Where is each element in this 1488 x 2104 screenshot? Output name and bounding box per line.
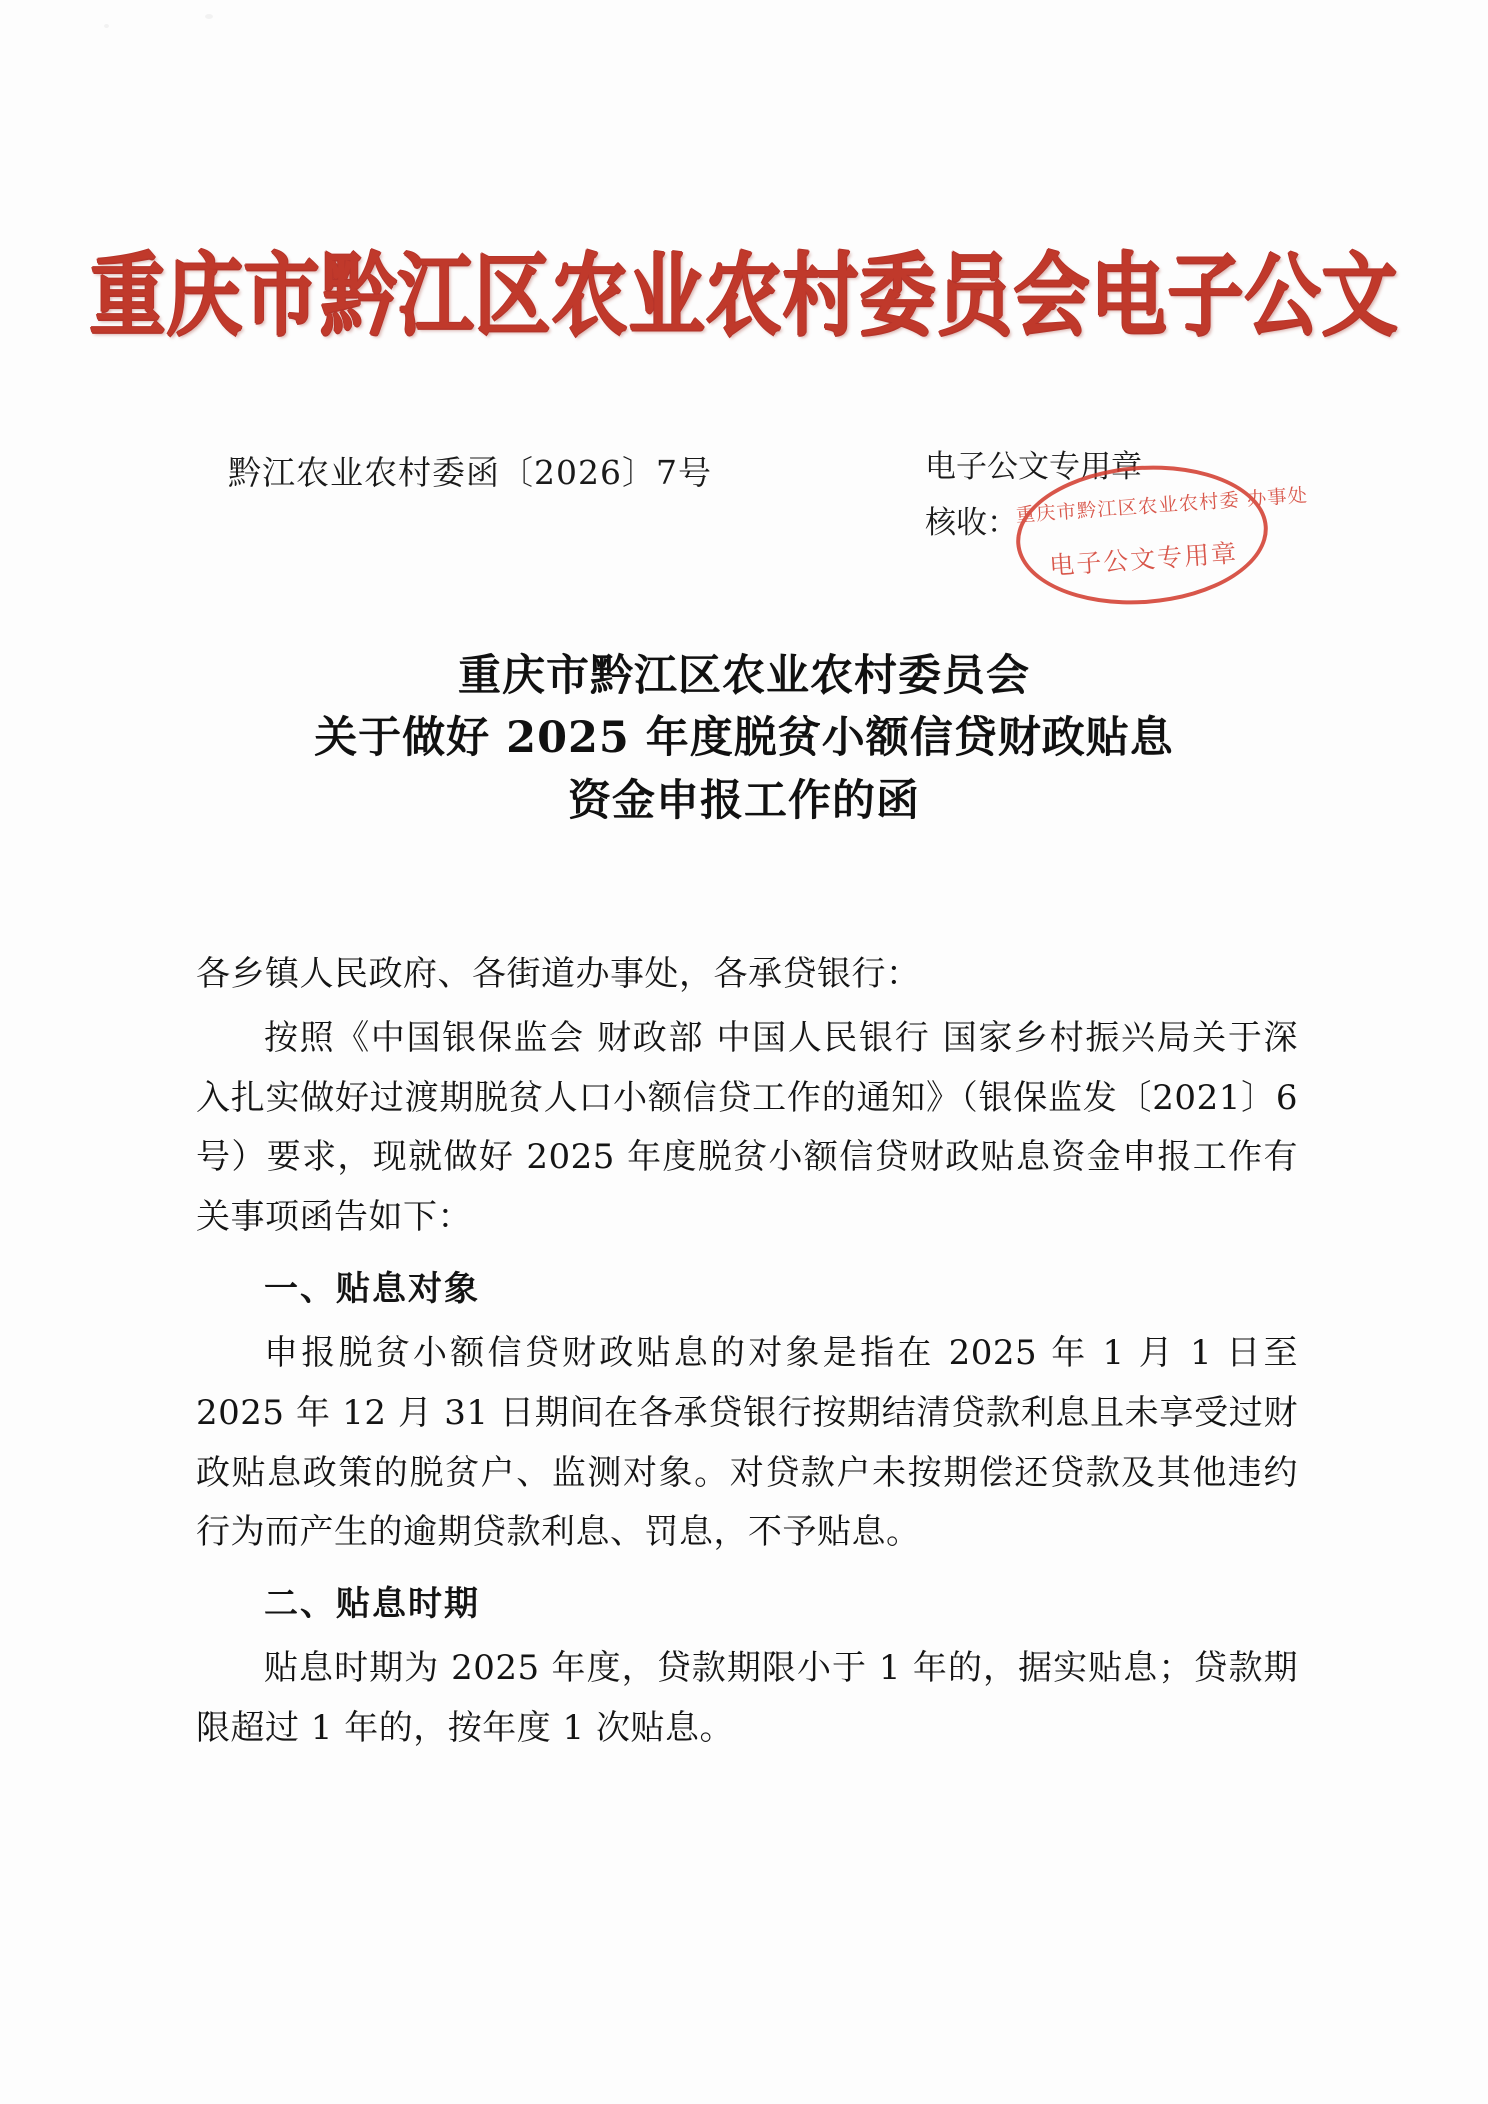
section-heading-1: 一、贴息对象 [264,1269,480,1310]
document-title-line-1: 重庆市黔江区农业农村委员会 [458,651,1030,701]
seal-inner [1015,462,1309,609]
section-1-paragraph-1: 申报脱贫小额信贷财政贴息的对象是指在 2025 年 1 月 1 日至 2025 年 12 月 31 日期间在各承贷银行按期结清贷款利息且未享受过财政贴息政策的脱贫户、监测对象。对贷款户未按期偿还贷款及其他违约行为而产生的逾期贷款利息、罚息，不予贴息。 [196,1332,1298,1553]
receive-label: 核收： [925,504,1018,541]
body-paragraph-1: 按照《中国银保监会 财政部 中国人民银行 国家乡村振兴局关于深入扎实做好过渡期脱贫人口小额信贷工作的通知》（银保监发〔2021〕6 号）要求，现就做好 2025 年度脱贫小额信贷财政贴息资金申报工作有关事项函告如下： [196,1017,1298,1238]
salutation: 各乡镇人民政府、各街道办事处，各承贷银行： [196,954,921,994]
section-heading-2: 二、贴息时期 [264,1584,480,1625]
document-title-line-2: 关于做好 2025 年度脱贫小额信贷财政贴息 [314,713,1174,764]
document-body [196,945,1298,1763]
document-title-line-3: 资金申报工作的函 [568,775,920,826]
scan-artifact [104,24,109,28]
seal-caption-label: 电子公文专用章 [925,449,1142,485]
document-masthead: 重庆市黔江区农业农村委员会电子公文 [89,242,1399,348]
electronic-official-seal [1011,457,1309,612]
seal-arc-text: 重庆市黔江区农业农村委 办事处 [1015,484,1309,527]
section-2-paragraph-1: 贴息时期为 2025 年度，贷款期限小于 1 年的，据实贴息；贷款期限超过 1 年的，按年度 1 次贴息。 [196,1648,1298,1748]
document-number: 黔江农业农村委函〔2026〕7号 [228,453,712,492]
scan-artifact [205,14,213,19]
seal-bottom-text: 电子公文专用章 [1048,538,1239,581]
document-title [0,645,1488,832]
